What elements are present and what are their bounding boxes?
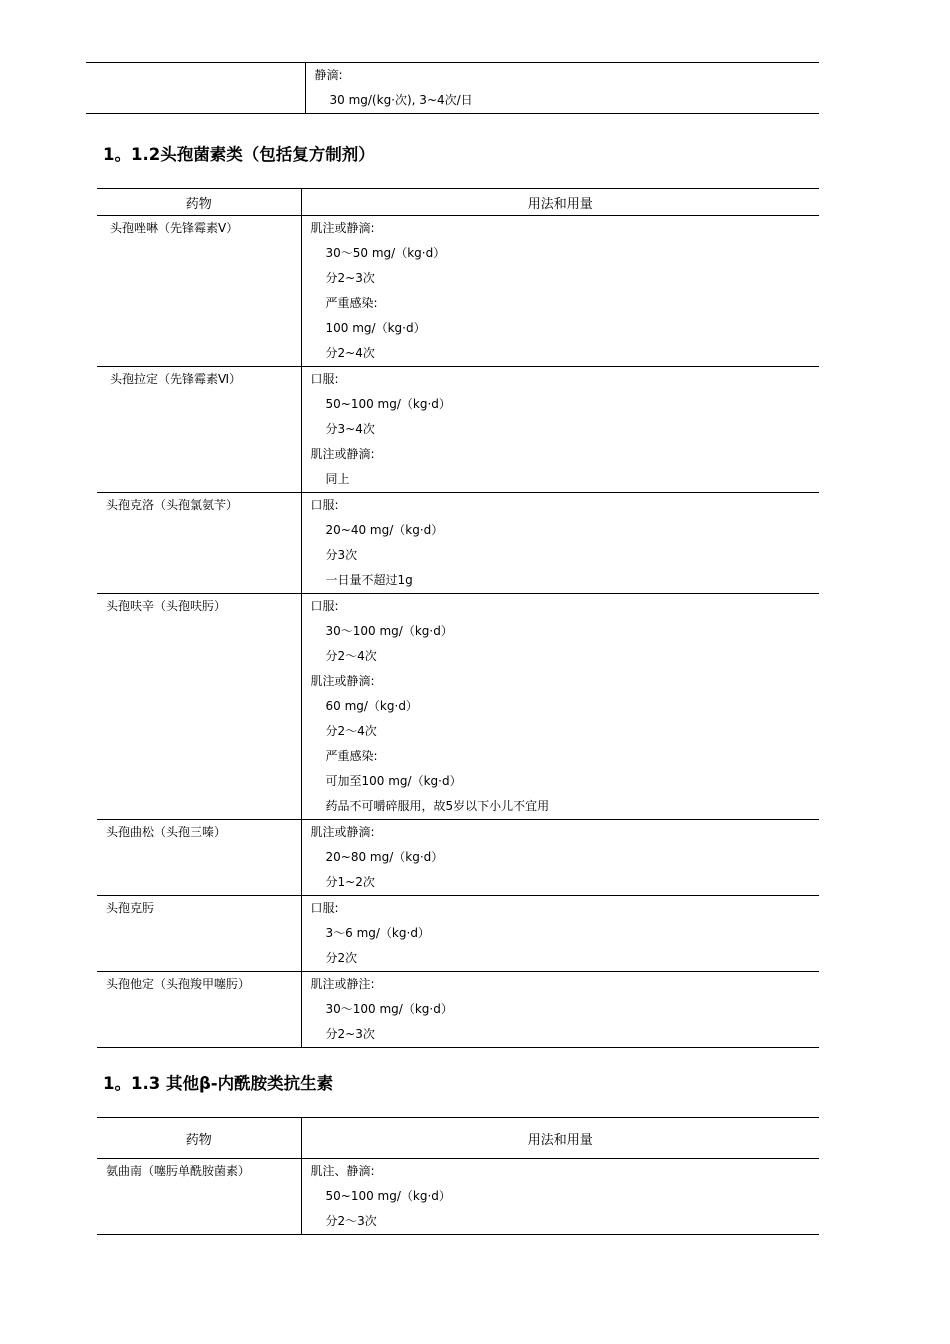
usage-line: 肌注或静滴: bbox=[310, 825, 375, 839]
table-row bbox=[97, 896, 819, 972]
drug-name: 头孢拉定（先锋霉素Ⅵ） bbox=[110, 372, 242, 386]
usage-line: 分2～4次 bbox=[325, 649, 377, 663]
drug-cell bbox=[97, 594, 301, 820]
usage-line: 静滴: bbox=[314, 68, 343, 82]
column-header-drug: 药物 bbox=[97, 189, 301, 216]
table-row bbox=[97, 820, 819, 896]
usage-line: 分2~3次 bbox=[325, 271, 375, 285]
usage-line: 严重感染: bbox=[325, 296, 378, 310]
drug-name: 头孢他定（头孢羧甲噻肟） bbox=[106, 977, 251, 991]
usage-line: 肌注或静滴: bbox=[310, 447, 375, 461]
drug-cell bbox=[97, 216, 301, 367]
usage-cell bbox=[301, 367, 819, 493]
usage-cell bbox=[301, 820, 819, 896]
usage-line: 30～100 mg/（kg·d） bbox=[325, 1002, 453, 1016]
drug-name: 头孢克肟 bbox=[106, 901, 155, 915]
usage-line: 30～50 mg/（kg·d） bbox=[325, 246, 446, 260]
usage-line: 分3次 bbox=[325, 548, 358, 562]
usage-line: 肌注或静滴: bbox=[310, 221, 375, 235]
usage-line: 分2～3次 bbox=[325, 1214, 377, 1228]
beta-lactam-dosage-table bbox=[97, 1117, 819, 1235]
usage-line: 100 mg/（kg·d） bbox=[325, 321, 426, 335]
section-heading-cephalosporins: 1。1.2头孢菌素类（包括复方制剂） bbox=[103, 145, 375, 164]
usage-line: 严重感染: bbox=[325, 749, 378, 763]
usage-line: 可加至100 mg/（kg·d） bbox=[325, 774, 462, 788]
usage-line: 30～100 mg/（kg·d） bbox=[325, 624, 453, 638]
drug-name: 氨曲南（噻肟单酰胺菌素） bbox=[106, 1164, 251, 1178]
beta-lactam-table-body bbox=[97, 1159, 819, 1235]
usage-line: 50~100 mg/（kg·d） bbox=[325, 397, 451, 411]
table-header-row bbox=[97, 189, 819, 216]
usage-line: 分2~3次 bbox=[325, 1027, 375, 1041]
table-header-row bbox=[97, 1118, 819, 1159]
usage-cell bbox=[301, 216, 819, 367]
drug-name: 头孢克洛（头孢氯氨苄） bbox=[106, 498, 239, 512]
usage-line: 同上 bbox=[325, 472, 350, 486]
cephalosporin-dosage-table bbox=[97, 188, 819, 1048]
usage-line: 药品不可嚼碎服用，故5岁以下小儿不宜用 bbox=[325, 799, 550, 813]
section-heading-beta-lactams: 1。1.3 其他β-内酰胺类抗生素 bbox=[103, 1074, 334, 1093]
usage-line: 分2～4次 bbox=[325, 724, 377, 738]
usage-line: 口服: bbox=[310, 498, 339, 512]
usage-line: 肌注、静滴: bbox=[310, 1164, 375, 1178]
usage-line: 分1~2次 bbox=[325, 875, 375, 889]
column-header-usage: 用法和用量 bbox=[301, 1118, 819, 1159]
table-row bbox=[97, 367, 819, 493]
drug-cell bbox=[97, 367, 301, 493]
column-header-drug: 药物 bbox=[97, 1118, 301, 1159]
usage-line: 20~40 mg/（kg·d） bbox=[325, 523, 444, 537]
drug-cell bbox=[97, 493, 301, 594]
continuation-table-body bbox=[86, 63, 819, 114]
drug-cell bbox=[86, 63, 305, 114]
usage-line: 肌注或静滴: bbox=[310, 674, 375, 688]
usage-line: 分2次 bbox=[325, 951, 358, 965]
usage-line: 口服: bbox=[310, 599, 339, 613]
table-row bbox=[97, 1159, 819, 1235]
usage-line: 口服: bbox=[310, 372, 339, 386]
column-header-usage: 用法和用量 bbox=[301, 189, 819, 216]
usage-line: 分3~4次 bbox=[325, 422, 375, 436]
usage-cell bbox=[301, 972, 819, 1048]
usage-line: 分2~4次 bbox=[325, 346, 375, 360]
usage-cell bbox=[305, 63, 819, 114]
cephalosporin-table-body bbox=[97, 216, 819, 1048]
usage-line: 3～6 mg/（kg·d） bbox=[325, 926, 430, 940]
continuation-table bbox=[86, 62, 819, 114]
drug-cell bbox=[97, 972, 301, 1048]
usage-line: 20~80 mg/（kg·d） bbox=[325, 850, 444, 864]
drug-cell bbox=[97, 896, 301, 972]
drug-name: 头孢唑啉（先锋霉素Ⅴ） bbox=[110, 221, 239, 235]
drug-name: 头孢呋辛（头孢呋肟） bbox=[106, 599, 227, 613]
usage-cell bbox=[301, 493, 819, 594]
usage-line: 一日量不超过1g bbox=[325, 573, 413, 587]
usage-cell bbox=[301, 896, 819, 972]
table-row bbox=[97, 493, 819, 594]
table-row bbox=[97, 594, 819, 820]
usage-cell bbox=[301, 1159, 819, 1235]
usage-line: 肌注或静注: bbox=[310, 977, 375, 991]
drug-cell bbox=[97, 820, 301, 896]
table-row bbox=[97, 216, 819, 367]
table-row bbox=[86, 63, 819, 114]
usage-line: 口服: bbox=[310, 901, 339, 915]
usage-line: 60 mg/（kg·d） bbox=[325, 699, 418, 713]
usage-line: 50~100 mg/（kg·d） bbox=[325, 1189, 451, 1203]
usage-line: 30 mg/(kg·次), 3~4次/日 bbox=[329, 93, 473, 107]
drug-name: 头孢曲松（头孢三嗪） bbox=[106, 825, 227, 839]
table-row bbox=[97, 972, 819, 1048]
usage-cell bbox=[301, 594, 819, 820]
drug-cell bbox=[97, 1159, 301, 1235]
